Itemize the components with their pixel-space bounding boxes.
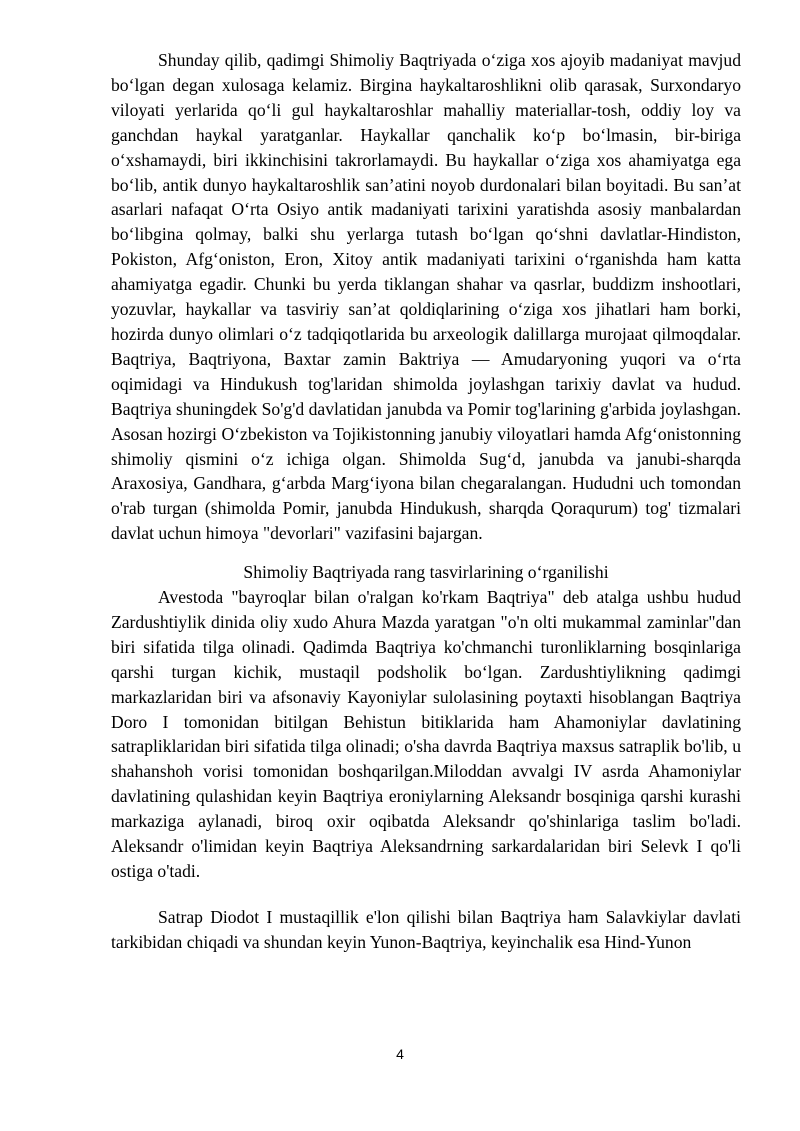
body-paragraph-2: Avestoda "bayroqlar bilan o'ralgan ko'rkam Baqtriya" deb atalga ushbu hudud Zardushtiylik dinida oliy xudo Ahura Mazda yaratgan "o'n olti mukammal zaminlar"dan biri sifatida tilga olinadi. Qadimda Baqtriya ko'chmanchi turonliklarning bosqinlariga qarshi turgan kichik, mustaqil podsholik boʻlgan. Zardushtiylikning qadimgi markazlaridan biri va afsonaviy Kayoniylar sulolasining poytaxti hisoblangan Baqtriya Doro I tomonidan bitilgan Behistun bitiklarida ham Ahamoniylar davlatining satrapliklaridan biri sifatida tilga olinadi; o'sha davrda Baqtriya maxsus satraplik bo'lib, u shahanshoh vorisi tomonidan boshqarilgan.Miloddan avvalgi IV asrda Ahamoniylar davlatining qulashidan keyin Baqtriya eroniylarning Aleksandr bosqiniga qarshi kurashi markaziga aylanadi, biroq oxir oqibatda Aleksandr qo'shinlariga taslim bo'ladi. Aleksandr o'limidan keyin Baqtriya Aleksandrning sarkardalaridan biri Selevk I qo'li ostiga o'tadi. [111,587,741,881]
page-number: 4 [396,1046,404,1062]
body-paragraph-1: Shunday qilib, qadimgi Shimoliy Baqtriyada oʻziga xos ajoyib madaniyat mavjud boʻlgan degan xulosaga kelamiz. Birgina haykaltaroshlikni olib qarasak, Surxondaryo viloyati yerlarida qoʻli gul haykaltaroshlar mahalliy materiallar-tosh, oddiy loy va ganchdan haykal yaratganlar. Haykallar qanchalik koʻp boʻlmasin, bir-biriga oʻxshamaydi, biri ikkinchisini takrorlamaydi. Bu haykallar oʻziga xos ahamiyatga ega boʻlib, antik dunyo haykaltaroshlik san’atini noyob durdonalari bilan boyitadi. Bu san’at asarlari nafaqat Oʻrta Osiyo antik madaniyati tarixini yaratishda asosiy manbalardan boʻlibgina qolmay, balki shu yerlarga tutash boʻlgan qoʻshni davlatlar-Hindiston, Pokiston, Afgʻoniston, Eron, Xitoy antik madaniyati tarixini oʻrganishda ham katta ahamiyatga egadir. Chunki bu yerda tiklangan shahar va qasrlar, buddizm inshootlari, yozuvlar, haykallar va tasviriy san’at qoldiqlarining oʻziga xos jihatlari ham borki, hozirda dunyo olimlari oʻz tadqiqotlarida bu arxeologik dalillarga murojaat qilmoqdalar. Baqtriya, Baqtriyona, Baxtar zamin Baktriya — Amudaryoning yuqori va oʻrta oqimidagi va Hindukush tog'laridan shimolda joylashgan tarixiy davlat va hudud. Baqtriya shuningdek So'g'd davlatidan janubda va Pomir tog'larining g'arbida joylashgan. Asosan hozirgi Oʻzbekiston va Tojikistonning janubiy viloyatlari hamda Afgʻonistonning shimoliy qismini oʻz ichiga olgan. Shimolda Sugʻd, janubda va janubi-sharqda Araxosiya, Gandhara, gʻarbda Margʻiyona bilan chegaralangan. Hududni uch tomondan o'rab turgan (shimolda Pomir, janubda Hindukush, sharqda Qoraqurum) tog' tizmalari davlat uchun himoya "devorlari" vazifasini bajargan. [111,50,741,544]
body-paragraph-3: Satrap Diodot I mustaqillik e'lon qilishi bilan Baqtriya ham Salavkiylar davlati tarkibidan chiqadi va shundan keyin Yunon-Baqtriya, keyinchalik esa Hind-Yunon [111,906,741,952]
page-body [111,48,741,955]
section-heading: Shimoliy Baqtriyada rang tasvirlarining oʻrganilishi [243,562,609,583]
